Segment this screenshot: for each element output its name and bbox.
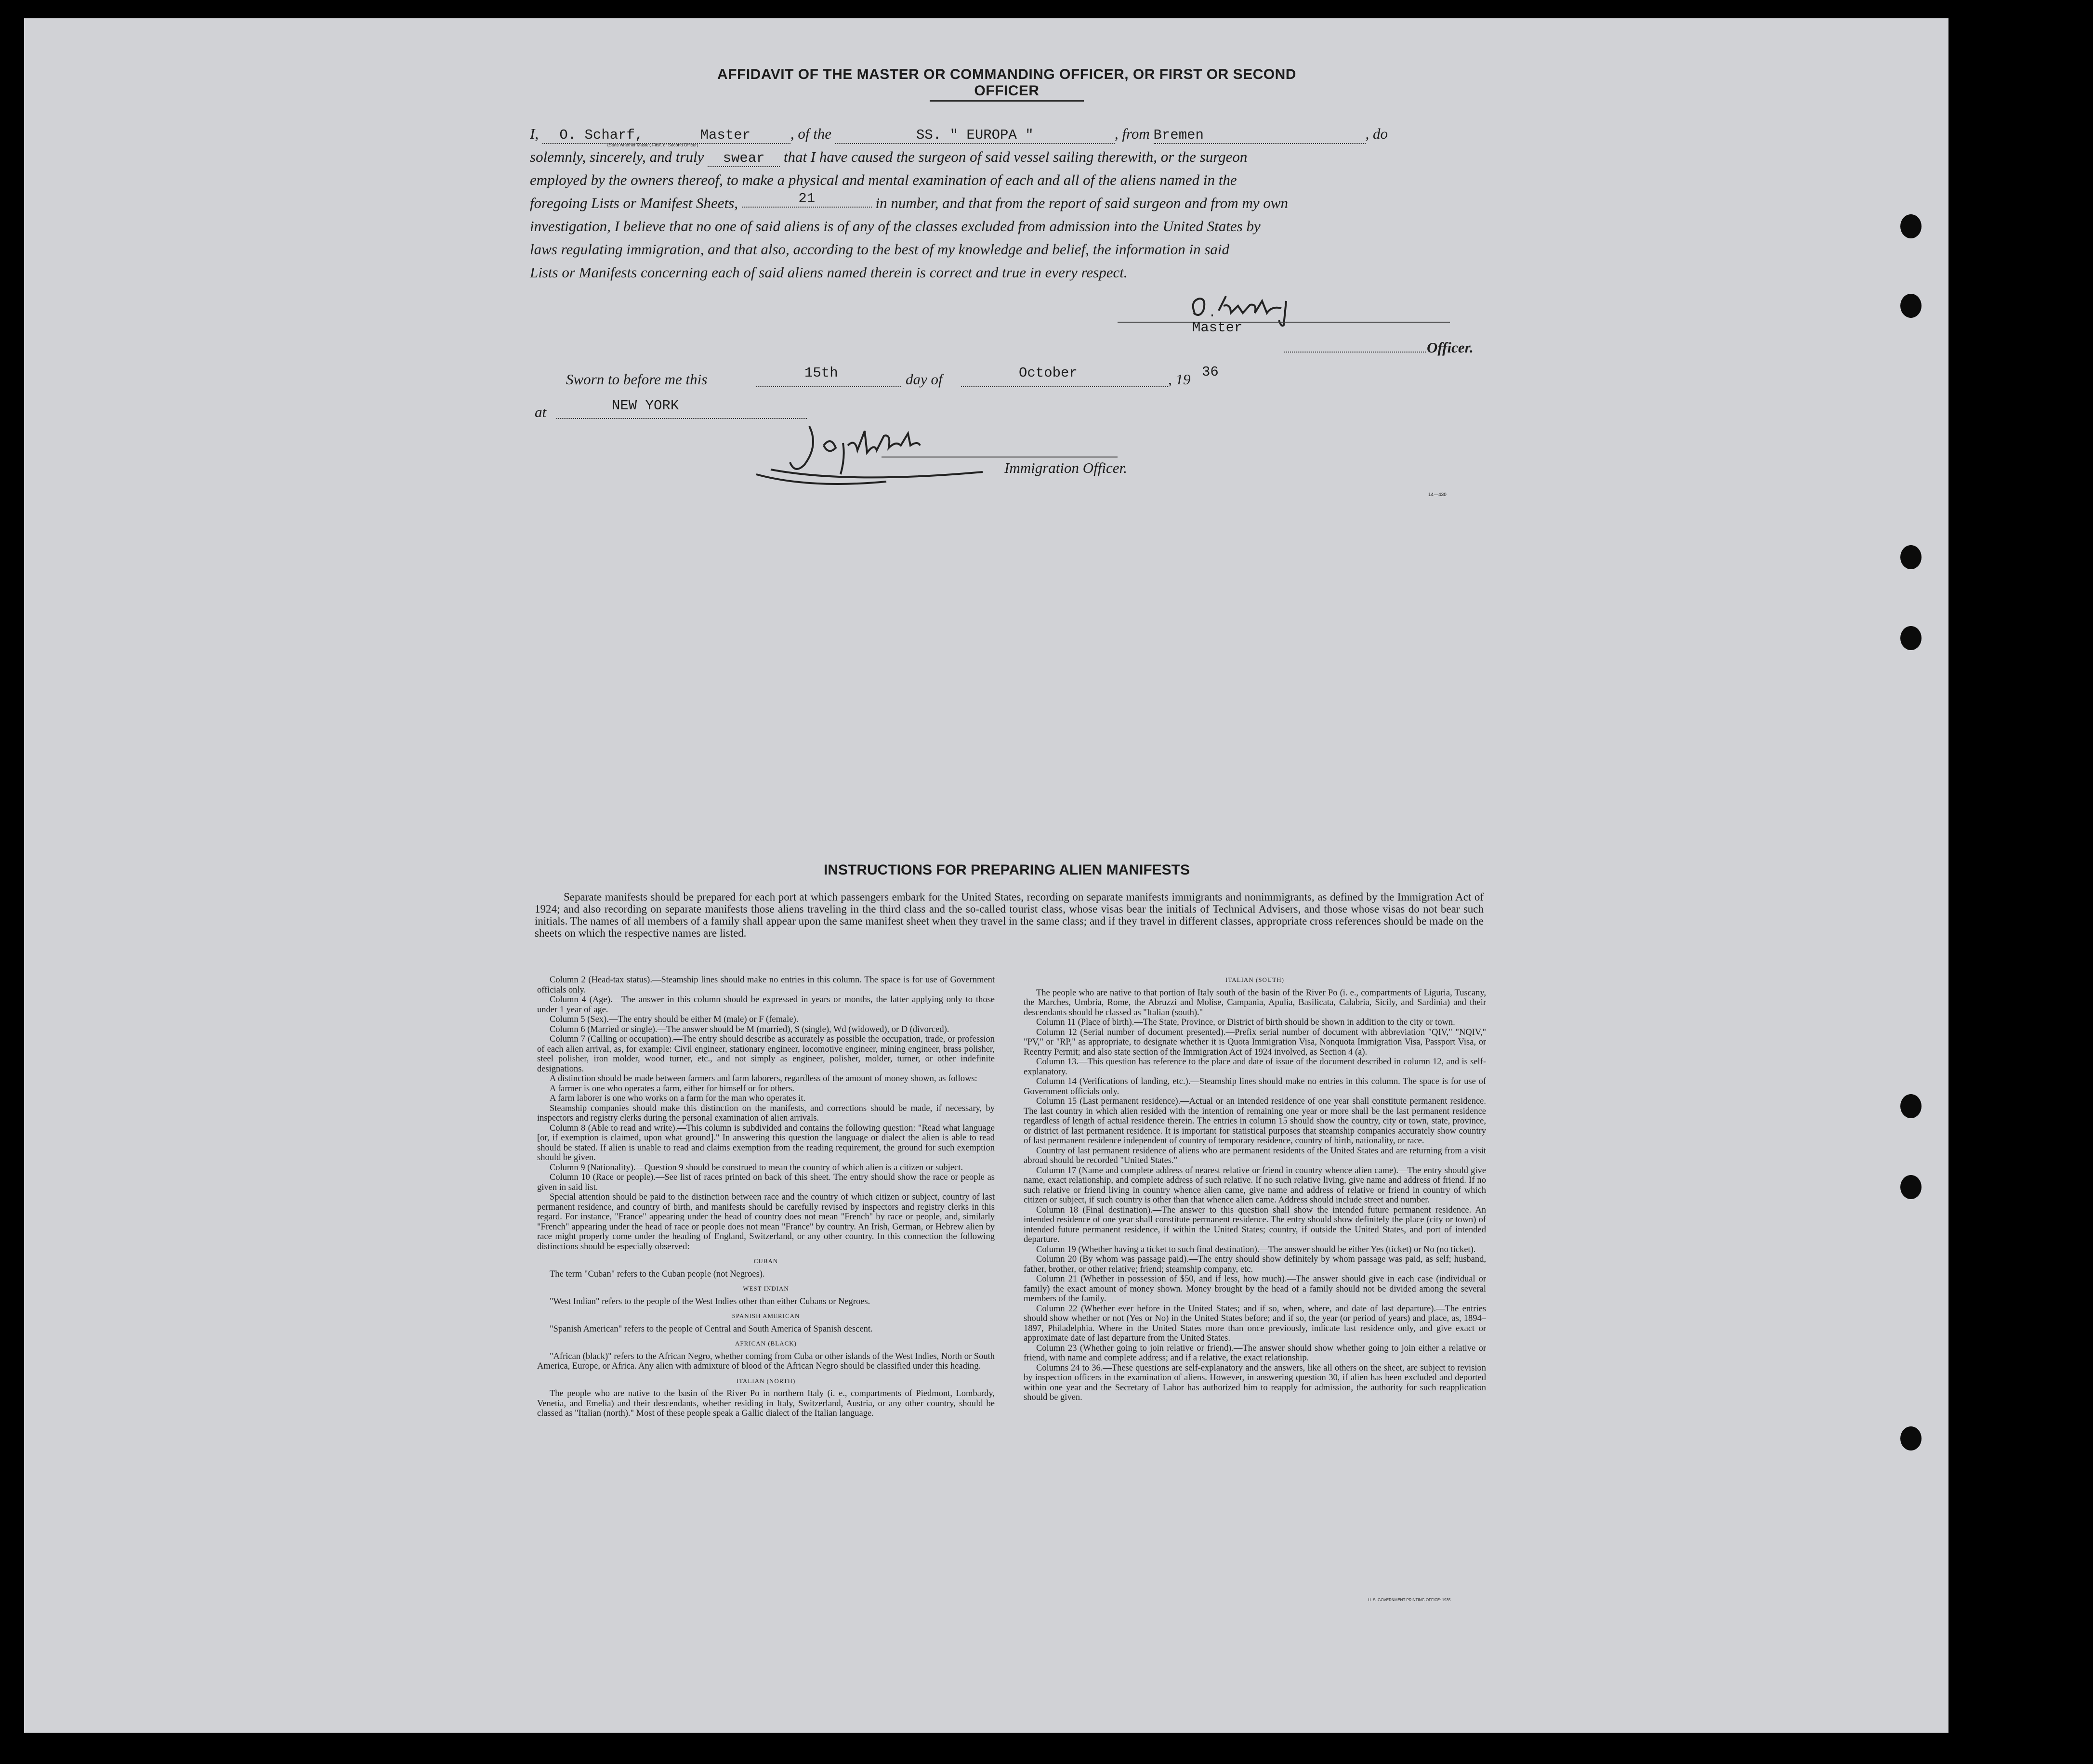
instruction-paragraph: Column 12 (Serial number of document presented).—Prefix serial number of document with abbreviation "QIV," "NQIV," "PV," or "RP," as appropriate, to designate whether it is Quota Immigration Visa, Nonquota Immigration Visa, Passport Visa, or Reentry Permit; and also state section of the Immigration Act of 1924 involved, as Section 4 (a). (1024, 1027, 1486, 1057)
instruction-paragraph: Column 4 (Age).—The answer in this column should be expressed in years or months, the latter applying only to those under 1 year of age. (537, 995, 995, 1015)
instructions-left-column (537, 975, 995, 1419)
signature-title: Master (1192, 320, 1243, 336)
punch-hole (1900, 1094, 1922, 1118)
section-heading-italian-south: ITALIAN (SOUTH) (1225, 976, 1284, 983)
instruction-paragraph: "West Indian" refers to the people of the West Indies other than either Cubans or Negroes. (550, 1296, 870, 1307)
punch-hole (1900, 214, 1922, 238)
officer-label: Officer. (1427, 339, 1474, 356)
instruction-paragraph: Column 7 (Calling or occupation).—The entry should describe as accurately as possible the occupation, trade, or profession of each alien arrival, as, for example: Civil engineer, stationary engineer, locomotive engineer, mining engineer, brass polisher, steel polisher, iron molder, wood turner, etc., and not simply as engineer, polisher, molder, turner, or other indefinite designations. (537, 1034, 995, 1074)
instruction-paragraph: Column 15 (Last permanent residence).—Actual or an intended residence of one year shall constitute permanent residence. The last country in which alien resided with the intention of remaining one year or more shall be the last permanent residence regardless of length of actual residence therein. The entries in column 15 should show the country, city or town, state, province, or district of last permanent residence. It is important for statistical purposes that steamship companies accurately show country of last permanent residence independent of country of temporary residence, country of birth, nationality, or race. (1024, 1097, 1486, 1146)
instructions-title: INSTRUCTIONS FOR PREPARING ALIEN MANIFESTS (823, 862, 1190, 878)
section-heading-spanish-american: SPANISH AMERICAN (732, 1312, 800, 1320)
instructions-right-column (1024, 975, 1486, 1403)
instruction-paragraph: Column 13.—This question has reference to the place and date of issue of the document described in column 12, and is self-explanatory. (1024, 1057, 1486, 1077)
vessel-name: SS. " EUROPA " (835, 128, 1115, 144)
instruction-paragraph: Column 11 (Place of birth).—The State, Province, or District of birth should be shown in addition to the city or town. (1036, 1018, 1455, 1027)
instruction-paragraph: Column 22 (Whether ever before in the United States; and if so, when, where, and date of last departure).—The entries should show whether or not (Yes or No) in the United States before; and if so, the year (or period of years) and place, as, 1894–1897, Philadelphia. Where in the United States more than once previously, indicate last residence only, and give exact or approximate date of last departure from the United States. (1024, 1304, 1486, 1343)
affidavit-line-6: laws regulating immigration, and that also, according to the best of my knowledge and belief, the information in said (530, 241, 1230, 258)
instruction-paragraph: The term "Cuban" refers to the Cuban people (not Negroes). (550, 1269, 765, 1279)
title-rule (930, 100, 1084, 102)
section-heading-west-indian: WEST INDIAN (743, 1285, 789, 1292)
form-number: 14—430 (1428, 492, 1447, 497)
signature-line (1118, 322, 1450, 323)
instruction-paragraph: A distinction should be made between farmers and farm laborers, regardless of the amount of money shown, as follows: (550, 1074, 977, 1084)
affidavit-line-4 (530, 192, 1488, 215)
affidavit-text: that I have caused the surgeon of said vessel sailing therewith, or the surgeon (783, 148, 1248, 165)
immigration-officer-label: Immigration Officer. (1004, 459, 1127, 476)
instruction-paragraph: "African (black)" refers to the African Negro, whether coming from Cuba or other islands of the West Indies, North or South America, Europe, or Africa. Any alien with admixture of blood of the African Negro should be classified under this heading. (537, 1351, 995, 1371)
day-line (756, 386, 901, 387)
sheet-count: 21 (742, 191, 872, 208)
instruction-paragraph: Column 9 (Nationality).—Question 9 should be construed to mean the country of which alien is a citizen or subject. (550, 1163, 963, 1173)
punch-hole (1900, 294, 1922, 318)
punch-hole (1900, 1175, 1922, 1199)
instruction-paragraph: A farmer is one who operates a farm, either for himself or for others. (550, 1084, 795, 1094)
sworn-place: NEW YORK (612, 398, 679, 414)
label-solemnly: solemnly, sincerely, and truly (530, 148, 704, 165)
sworn-day: 15th (804, 365, 838, 381)
section-heading-italian-north: ITALIAN (NORTH) (736, 1377, 796, 1385)
instruction-paragraph: Steamship companies should make this distinction on the manifests, and corrections should be made, if necessary, by inspectors and registry clerks during the personal examination of alien arrivals. (537, 1103, 995, 1123)
instruction-paragraph: Column 20 (By whom was passage paid).—The entry should show definitely by whom passage was paid, as self; husband, father, brother, or other relative; friend; steamship company, etc. (1024, 1254, 1486, 1274)
affidavit-line-7: Lists or Manifests concerning each of said aliens named therein is correct and true in every respect. (530, 264, 1128, 281)
section-heading-african: AFRICAN (BLACK) (735, 1340, 797, 1347)
departure-port: Bremen (1154, 128, 1366, 144)
instruction-paragraph: "Spanish American" refers to the people of Central and South America of Spanish descent. (550, 1324, 873, 1334)
instruction-paragraph: Column 18 (Final destination).—The answer to this question shall show the intended future permanent residence. An intended residence of one year shall constitute permanent residence. The entry should show definitely the place (city or town) of intended future permanent residence, if within the United States; country, if outside the United States, and port of intended departure. (1024, 1205, 1486, 1244)
instruction-paragraph: Special attention should be paid to the distinction between race and the country of which citizen or subject, country of last permanent residence, and country of birth, and manifests should be carefully revised by inspectors and registry clerks in this regard. For instance, "France" appearing under the head of country does not mean "French" by race or people, and, similarly "French" appearing under the head of race or people does not mean "France" by country. An Irish, German, or Hebrew alien by race might properly come under the heading of England, Switzerland, or any other country. In this connection the following distinctions should be especially observed: (537, 1192, 995, 1252)
officer-rank: Master (660, 128, 790, 144)
instruction-paragraph: Column 21 (Whether in possession of $50, and if less, how much).—The answer should give in each case (individual or family) the exact amount of money shown. Money brought by the head of a family should not be divided among the several members of the family. (1024, 1274, 1486, 1304)
officer-name: O. Scharf, (542, 128, 660, 144)
instruction-paragraph: Country of last permanent residence of aliens who are permanent residents of the United States and are returning from a visit abroad should be recorded "United States." (1024, 1146, 1486, 1165)
sworn-month: October (1019, 365, 1078, 381)
at-label: at (535, 404, 547, 420)
affidavit-title: AFFIDAVIT OF THE MASTER OR COMMANDING OFFICER, OR FIRST OR SECOND OFFICER (717, 66, 1296, 99)
instruction-paragraph: Column 14 (Verifications of landing, etc.).—Steamship lines should make no entries in this column. The space is for use of Government officials only. (1024, 1077, 1486, 1097)
affidavit-line-2 (530, 145, 1488, 169)
instruction-paragraph: The people who are native to that portion of Italy south of the basin of the River Po (i. e., compartments of Liguria, Tuscany, the Marches, Umbria, Rome, the Abruzzi and Molise, Campania, Apulia, Basilicata, Calabria, Sicily, and Sardinia) and their descendants should be classed as "Italian (south)." (1024, 988, 1486, 1018)
instruction-paragraph: Column 17 (Name and complete address of nearest relative or friend in country whence alien came).—The entry should give name, exact relationship, and complete address of such relative. If no such relative living, give name and address of friend. If no such relative or friend living in country whence alien came, give name and address of relative or friend in country of which citizen or subject, if such country is other than that whence alien came. Address should include street and number. (1024, 1165, 1486, 1205)
label-from: , from (1114, 125, 1150, 142)
instruction-paragraph: The people who are native to the basin of the River Po in northern Italy (i. e., compartments of Piedmont, Lombardy, Venetia, and Emelia) and their descendants, whether residing in Italy, Switzerland, Austria, or any other country, should be classed as "Italian (north)." Most of these people speak a Gallic dialect of the Italian language. (537, 1389, 995, 1418)
instruction-paragraph: A farm laborer is one who works on a farm for the man who operates it. (550, 1094, 806, 1103)
punch-hole (1900, 1426, 1922, 1450)
printing-office-imprint: U. S. GOVERNMENT PRINTING OFFICE: 1935 (1368, 1598, 1451, 1602)
day-label: day of (906, 371, 943, 388)
instruction-paragraph: Column 6 (Married or single).—The answer should be M (married), S (single), Wd (widowed), or D (divorced). (550, 1024, 949, 1034)
instruction-paragraph: Column 5 (Sex).—The entry should be either M (male) or F (female). (550, 1015, 799, 1024)
oath-word: swear (708, 151, 780, 167)
affidavit-text: in number, and that from the report of said surgeon and from my own (875, 195, 1289, 211)
label-of-the: , of the (790, 125, 832, 142)
immigration-officer-signature (751, 417, 1021, 494)
section-heading-cuban: CUBAN (753, 1257, 778, 1265)
instruction-paragraph: Columns 24 to 36.—These questions are self-explanatory and the answers, like all others on the sheet, are subject to revision by inspection officers in the examination of aliens. However, in answering question 30, if alien has been excluded and deported within one year and the Secretary of Labor has authorized him to reapply for admission, the authority for such reapplication should be given. (1024, 1363, 1486, 1402)
instructions-intro: Separate manifests should be prepared for each port at which passengers embark for the United States, recording on separate manifests immigrants and nonimmigrants, as defined by the Immigration Act of 1924; and also recording on separate manifests those aliens traveling in the third class and the so-called tourist class, whose visas bear the initials of Technical Advisers, and those whose visas do not bear such initials. The names of all members of a family shall appear upon the same manifest sheet when they travel in the same class; and if they travel in different classes, appropriate cross references should be made on the sheets on which the respective names are listed. (535, 891, 1484, 939)
instruction-paragraph: Column 10 (Race or people).—See list of races printed on back of this sheet. The entry should show the race or people as given in said list. (537, 1173, 995, 1192)
label-foregoing: foregoing Lists or Manifest Sheets, (530, 195, 738, 211)
instruction-paragraph: Column 8 (Able to read and write).—This column is subdivided and contains the following question: "Read what language [or, if exemption is claimed, upon what ground]." In answering this question the language or dialect the alien is able to read should be stated. If alien is unable to read and claims exemption from the reading requirement, the ground for such exemption should be given. (537, 1123, 995, 1163)
affidavit-line-1 (530, 122, 1488, 145)
label-do: , do (1365, 125, 1388, 142)
scan-border (1948, 18, 2093, 1733)
instruction-paragraph: Column 19 (Whether having a ticket to such final destination).—The answer should be either Yes (ticket) or No (no ticket). (1036, 1244, 1476, 1254)
affidavit-line-5: investigation, I believe that no one of said aliens is of any of the classes excluded from admission into the United States by (530, 218, 1261, 235)
sworn-label: Sworn to before me this (566, 371, 708, 388)
month-line (961, 386, 1168, 387)
officer-line (1284, 352, 1426, 353)
year-prefix: , 19 (1168, 371, 1191, 388)
punch-hole (1900, 626, 1922, 650)
punch-hole (1900, 545, 1922, 569)
rank-instruction-note: (State whether Master, First, or Second Officer) (607, 143, 698, 147)
instruction-paragraph: Column 23 (Whether going to join relative or friend).—The answer should show whether going to join either a relative or friend, with name and complete address; and if a relative, the exact relationship. (1024, 1343, 1486, 1363)
affidavit-line-3: employed by the owners thereof, to make a physical and mental examination of each and all of the aliens named in the (530, 171, 1237, 188)
label-i: I, (530, 125, 539, 142)
sworn-year: 36 (1202, 364, 1219, 380)
instruction-paragraph: Column 2 (Head-tax status).—Steamship lines should make no entries in this column. The space is for use of Government officials only. (537, 975, 995, 995)
